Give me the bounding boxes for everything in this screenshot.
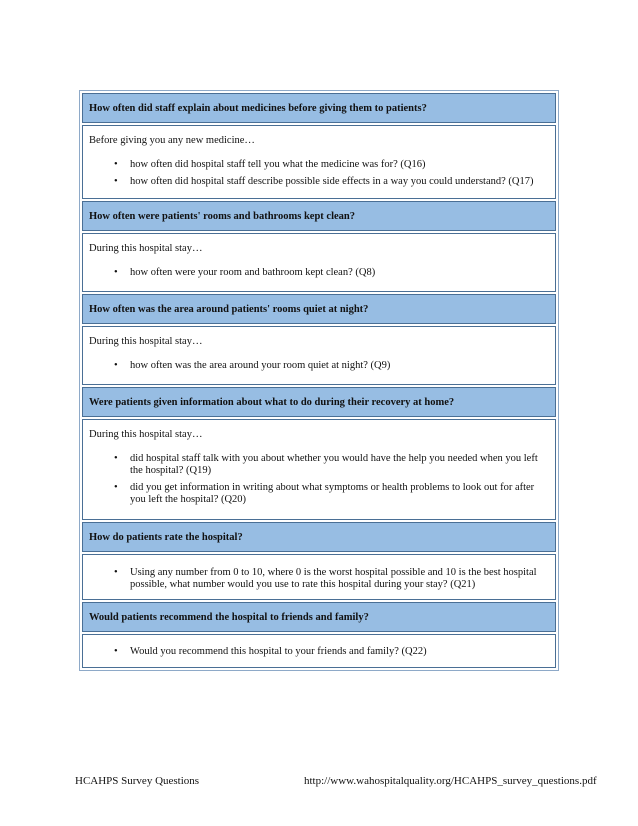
section-intro: During this hospital stay… [89,336,203,347]
question-text: how often did hospital staff tell you what the medicine was for? (Q16) [130,159,426,170]
section-heading-medicines: How often did staff explain about medicines before giving them to patients? [82,93,556,123]
bullet-icon: • [114,267,118,278]
section-body-recommend [82,634,556,668]
question-text: how often did hospital staff describe possible side effects in a way you could understand? (Q17) [130,176,534,187]
list-item [89,453,549,477]
question-text: how often were your room and bathroom kept clean? (Q8) [130,267,376,278]
question-text: how often was the area around your room quiet at night? (Q9) [130,360,391,371]
question-list [89,453,549,506]
section-heading-cleanliness: How often were patients' rooms and bathrooms kept clean? [82,201,556,231]
question-list [89,646,549,658]
section-body-medicines [82,125,556,199]
list-item [89,482,549,506]
question-list [89,567,549,591]
list-item [89,267,549,279]
bullet-icon: • [114,646,118,657]
question-text: did you get information in writing about what symptoms or health problems to look out for after you left the hospital? (Q20) [130,482,535,505]
bullet-icon: • [114,360,118,371]
list-item [89,159,549,171]
footer-url: http://www.wahospitalquality.org/HCAHPS_survey_questions.pdf [304,775,597,787]
list-item [89,360,549,372]
section-heading-recovery: Were patients given information about what to do during their recovery at home? [82,387,556,417]
footer-title: HCAHPS Survey Questions [75,775,200,787]
section-heading-quiet: How often was the area around patients' rooms quiet at night? [82,294,556,324]
section-intro: During this hospital stay… [89,243,203,254]
section-intro: Before giving you any new medicine… [89,135,255,146]
list-item [89,567,549,591]
list-item [89,176,549,188]
survey-table [79,90,559,671]
question-text: Would you recommend this hospital to your friends and family? (Q22) [130,646,427,657]
bullet-icon: • [114,176,118,187]
section-heading-recommend: Would patients recommend the hospital to friends and family? [82,602,556,632]
list-item [89,646,549,658]
bullet-icon: • [114,567,118,578]
section-body-recovery [82,419,556,520]
question-list [89,159,549,188]
section-body-rating [82,554,556,600]
question-text: did hospital staff talk with you about whether you would have the help you needed when you left the hospital? (Q19) [130,453,538,476]
section-heading-rating: How do patients rate the hospital? [82,522,556,552]
bullet-icon: • [114,159,118,170]
question-list [89,267,549,279]
bullet-icon: • [114,453,118,464]
section-body-quiet [82,326,556,385]
bullet-icon: • [114,482,118,493]
question-text: Using any number from 0 to 10, where 0 is the worst hospital possible and 10 is the best hospital possible, what number would you use to rate this hospital during your stay? (Q21) [130,567,537,590]
section-body-cleanliness [82,233,556,292]
section-intro: During this hospital stay… [89,429,203,440]
question-list [89,360,549,372]
